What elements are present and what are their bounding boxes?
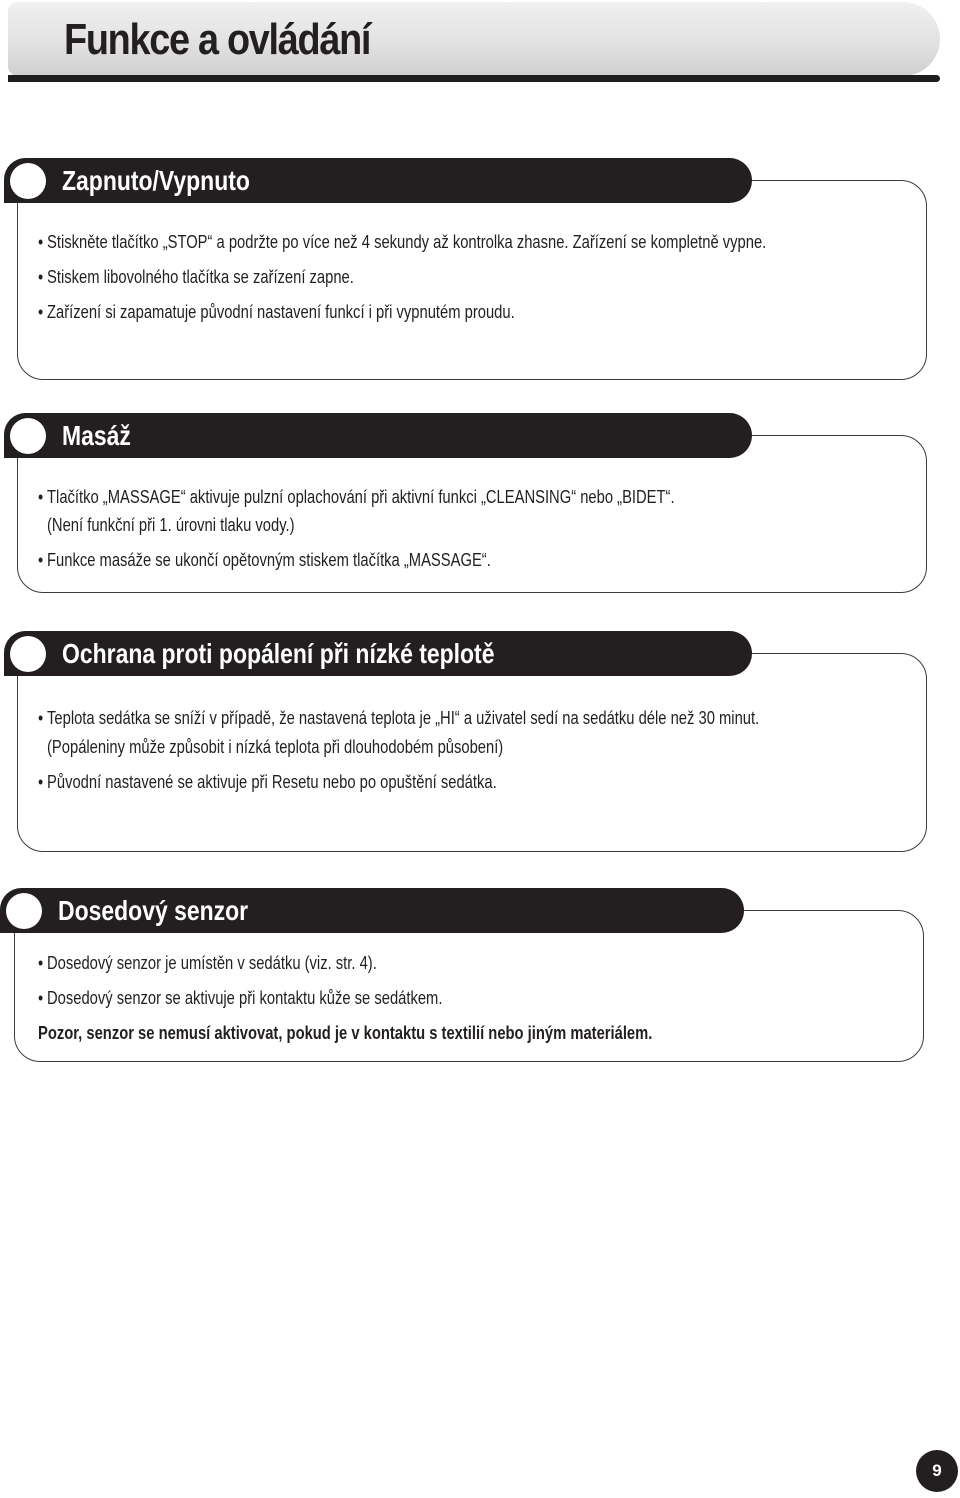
section-header-bar <box>0 888 744 933</box>
list-item: • Funkce masáže se ukončí opětovným stiskem tlačítka „MASSAGE“. <box>38 550 675 570</box>
section-title: Zapnuto/Vypnuto <box>62 165 250 196</box>
list-item: • Teplota sedátka se sníží v případě, že nastavená teplota je „HI“ a uživatel sedí na sedátku déle než 30 minut. <box>38 708 759 737</box>
section-title: Ochrana proti popálení při nízké teplotě <box>62 638 495 669</box>
list-item: • Dosedový senzor je umístěn v sedátku (viz. str. 4). <box>38 953 652 988</box>
page-title: Funkce a ovládání <box>64 15 371 64</box>
list-item: • Stiskněte tlačítko „STOP“ a podržte po více než 4 sekundy až kontrolka zhasne. Zařízení se kompletně vypne. <box>38 232 766 267</box>
section-header-bar <box>4 158 752 203</box>
section-marker-circle <box>10 163 46 199</box>
header-rule <box>8 75 940 82</box>
page-number: 9 <box>916 1450 958 1492</box>
list-item: • Dosedový senzor se aktivuje při kontaktu kůže se sedátkem. <box>38 988 652 1023</box>
list-item: • Původní nastavené se aktivuje při Resetu nebo po opuštění sedátka. <box>38 772 759 792</box>
section-marker-circle <box>10 418 46 454</box>
section-title: Masáž <box>62 420 131 451</box>
list-item: • Stiskem libovolného tlačítka se zařízení zapne. <box>38 267 766 302</box>
list-item: • Zařízení si zapamatuje původní nastavení funkcí i při vypnutém proudu. <box>38 302 766 322</box>
list-item: • Tlačítko „MASSAGE“ aktivuje pulzní oplachování při aktivní funkci „CLEANSING“ nebo „BIDET“. <box>38 487 675 515</box>
section-header-bar <box>4 631 752 676</box>
section-header-bar <box>4 413 752 458</box>
section-marker-circle <box>10 636 46 672</box>
section-title: Dosedový senzor <box>58 895 249 926</box>
section-marker-circle <box>6 893 42 929</box>
list-item-continuation: (Není funkční při 1. úrovni tlaku vody.) <box>47 515 295 535</box>
warning-text: Pozor, senzor se nemusí aktivovat, pokud je v kontaktu s textilií nebo jiným materiálem. <box>38 1023 653 1043</box>
list-item-continuation: (Popáleniny může způsobit i nízká teplota při dlouhodobém působení) <box>47 737 504 757</box>
